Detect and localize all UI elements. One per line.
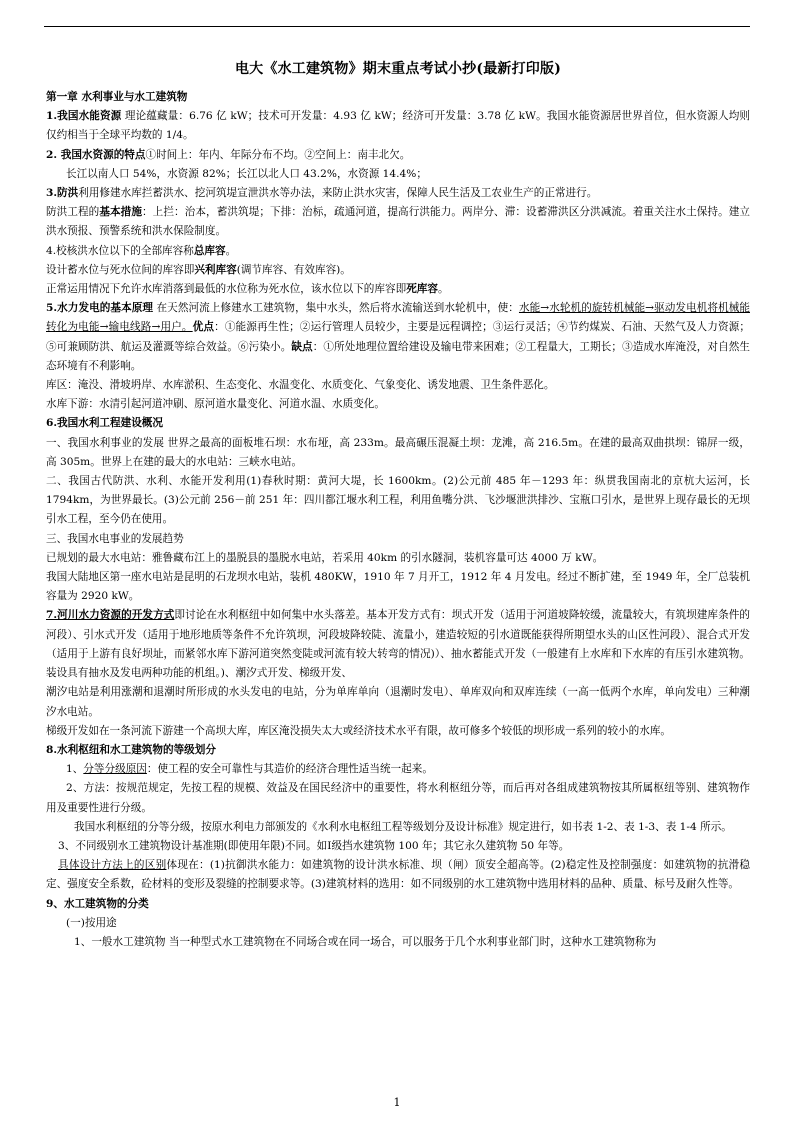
paragraph-text: ：使工程的安全可靠性与其造价的经济合理性适当统一起来。	[146, 763, 433, 776]
paragraph-general-structures: 1、一般水工建筑物 当一种型式水工建筑物在不同场合或在同一场合，可以服务于几个水利事业部门时，这种水工建筑物称为	[74, 935, 657, 948]
paragraph-text: 设计蓄水位与死水位间的库容即	[46, 263, 195, 276]
paragraph-total-storage	[46, 242, 750, 261]
paragraph-water-features	[46, 146, 750, 165]
section-label: 基本措施	[99, 206, 143, 219]
chapter-heading: 第一章 水利事业与水工建筑物	[46, 91, 188, 103]
paragraph-text: 理论蕴藏量：6.76 亿 kW；技术可开发量：4.93 亿 kW；经济可开发量：3.78 亿 kW。我国水能资源居世界首位，但水资源人均则仅约相当于全球平均数的 1/4。	[46, 110, 750, 142]
paragraph-reason	[46, 760, 750, 779]
term-label: 兴利库容	[194, 263, 237, 276]
document-title: 电大《水工建筑物》期末重点考试小抄(最新打印版)	[234, 61, 562, 77]
paragraph-ancient: 二、我国古代防洪、水利、水能开发利用(1)春秋时期：黄河大堤，长 1600km。(2)公元前 485 年－1293 年：纵贯我国南北的京杭大运河，长 1794km，为世界最长。(3)公元前 256－前 251 年：四川都江堰水利工程，利用鱼嘴分洪、飞沙堰泄洪排沙、宝瓶口引水，是世界上现存最长的无坝引水工程，至今仍在使用。	[46, 475, 750, 526]
paragraph-text: 1、	[66, 763, 84, 776]
paragraph-text: 正常运用情况下允许水库消落到最低的水位称为死水位，该水位以下的库容即	[46, 283, 407, 296]
energy-chain: 水能→水轮机的旋转机械能→驱动发电机将机械能转化为电能→输电线路→用户。	[46, 302, 750, 334]
paragraph-text: 防洪工程的	[46, 206, 100, 219]
term-label: 具体设计方法上的区别	[58, 859, 167, 872]
paragraph-development: 一、我国水利事业的发展 世界之最高的面板堆石坝：水布垭，高 233m。最高碾压混凝土坝：龙滩，高 216.5m。在建的最高双曲拱坝：锦屏一级，高 305m。世界上在建的最大的水电站：三峡水电站。	[46, 436, 750, 468]
paragraph-text: ：①所处地理位置给建设及输电带来困难；②工程量大，工期长；③造成水库淹没，对自然生态环境有不利影响。	[46, 340, 751, 372]
section-label: 5.水力发电的基本原理	[46, 302, 154, 315]
page-number: 1	[393, 1096, 401, 1109]
section-heading-types: 9、水工建筑物的分类	[46, 897, 149, 910]
paragraph-text: ①时间上：年内、年际分布不均。②空间上：南丰北欠。	[145, 148, 411, 161]
paragraph-dead-storage	[46, 280, 750, 299]
paragraph-text: ：①能源再生性；②运行管理人员较少，主要是远程调控；③运行灵活；④节约煤炭、石油、天然气及人力资源；⑤可兼顾防洪、航运及灌溉等综合效益。⑥污染小。	[46, 321, 750, 353]
paragraph-text: 利用修建水库拦蓄洪水、挖河筑堤宣泄洪水等办法，来防止洪水灾害，保障人民生活及工农业生产的正常进行。	[78, 187, 598, 200]
term-label: 分等分级原因	[83, 763, 147, 776]
paragraph-standard: 我国水利枢纽的分等分级，按原水利电力部颁发的《水利水电枢纽工程等级划分及设计标准》规定进行，如书表 1-2、表 1-3、表 1-4 所示。	[74, 820, 732, 833]
paragraph-development-modes	[46, 606, 750, 683]
term-label: 总库容	[193, 244, 226, 257]
header-rule	[44, 26, 750, 27]
paragraph-text: (调节库容、有效库容)。	[236, 263, 351, 276]
paragraph-flood-control	[46, 184, 750, 203]
paragraph-text: 在天然河流上修建水工建筑物，集中水头，然后将水流输送到水轮机中，使：	[153, 302, 519, 315]
paragraph-first-station: 我国大陆地区第一座水电站是昆明的石龙坝水电站，装机 480KW，1910 年 7 月开工，1912 年 4 月发电。经过不断扩建，至 1949 年，全厂总装机容量为 2920 kW。	[46, 571, 750, 603]
paragraph-text: 即讨论在水利枢纽中如何集中水头落差。基本开发方式有：坝式开发（适用于河道坡降较缓，流量较大，有筑坝建库条件的河段）、引水式开发（适用于地形地质等条件不允许筑坝，河段坡降较陡、流量小，建造较短的引水道既能获得所期望水头的山区性河段）、混合式开发（适用于上游有良好坝址，而紧邻水库下游河道突然变陡或河流有较大转弯的情况)）、抽水蓄能式开发（一般建有上水库和下水库的有压引水建筑物。装设具有抽水及发电两种功能的机组。)、潮汐式开发、梯级开发、	[46, 609, 751, 680]
term-label: 死库容	[406, 283, 438, 296]
paragraph-hydro-resources	[46, 107, 750, 145]
paragraph-design-period: 3、不同级别水工建筑物设计基准期(即使用年限)不同。如Ⅰ级挡水建筑物 100 年；其它永久建筑物 50 年等。	[58, 839, 570, 852]
paragraph-cascade: 梯级开发如在一条河流下游建一个高坝大库，库区淹没损失太大或经济技术水平有限，故可修多个较低的坝形成一系列的较小的水库。	[46, 724, 672, 737]
section-label: 1.我国水能资源	[46, 110, 122, 123]
paragraph-text: ：上拦：治本，蓄洪筑堤；下排：治标，疏通河道，提高行洪能力。两岸分、滞：设蓄滞洪区分洪减流。着重关注水土保持。建立洪水预报、预警系统和洪水保险制度。	[46, 206, 751, 238]
paragraph-method: 2、方法：按规范规定，先按工程的规模、效益及在国民经济中的重要性，将水利枢纽分等，而后再对各组成建筑物按其所属枢纽等别、建筑物作用及重要性进行分级。	[46, 782, 750, 814]
paragraph-trend: 三、我国水电事业的发展趋势	[46, 532, 184, 545]
paragraph-planned: 已规划的最大水电站：雅鲁藏布江上的墨脱县的墨脱水电站，若采用 40km 的引水隧洞，装机容量可达 4000 万 kW。	[46, 551, 604, 564]
paragraph-text: 4.校核洪水位以下的全部库容称	[46, 244, 194, 257]
paragraph-text: 。	[225, 244, 237, 257]
paragraph-hydropower	[46, 299, 750, 376]
section-heading-classification: 8.水利枢纽和水工建筑物的等级划分	[46, 743, 216, 756]
section-heading-construction: 6.我国水利工程建设概况	[46, 417, 163, 430]
paragraph-flood-measures	[46, 203, 750, 241]
paragraph-reservoir-area: 库区：淹没、滑坡坍岸、水库淤积、生态变化、水温变化、水质变化、气象变化、诱发地震、卫生条件恶化。	[46, 379, 555, 392]
paragraph-text: 。	[437, 283, 449, 296]
disadvantages-label: 缺点	[291, 340, 313, 353]
section-label: 7.河川水力资源的开发方式	[46, 609, 175, 622]
paragraph-downstream: 水库下游：水清引起河道冲刷、原河道水量变化、河道水温、水质变化。	[46, 398, 385, 411]
section-label: 我国水资源的特点	[60, 148, 146, 161]
section-label: 3.防洪	[46, 187, 79, 200]
paragraph-design-differences	[46, 856, 750, 894]
paragraph-useful-storage	[46, 261, 750, 280]
paragraph-by-use: (一)按用途	[66, 916, 117, 929]
advantages-label: 优点	[192, 321, 215, 334]
section-number: 2.	[46, 148, 61, 161]
document-body	[46, 58, 750, 952]
paragraph-population: 长江以南人口 54%，水资源 82%；长江以北人口 43.2%，水资源 14.4%；	[66, 167, 427, 180]
paragraph-tidal: 潮汐电站是利用涨潮和退潮时所形成的水头发电的电站，分为单库单向（退潮时发电）、单库双向和双库连续（一高一低两个水库，单向发电）三种潮汐水电站。	[46, 686, 750, 718]
paragraph-text: 体现在：(1)抗御洪水能力：如建筑物的设计洪水标准、坝（闸）顶安全超高等。(2)稳定性及控制强度：如建筑物的抗滑稳定、强度安全系数，砼材料的变形及裂缝的控制要求等。(3)建筑材料的选用：如不同级别的水工建筑物中选用材料的品种、质量、标号及耐久性等。	[46, 859, 750, 891]
